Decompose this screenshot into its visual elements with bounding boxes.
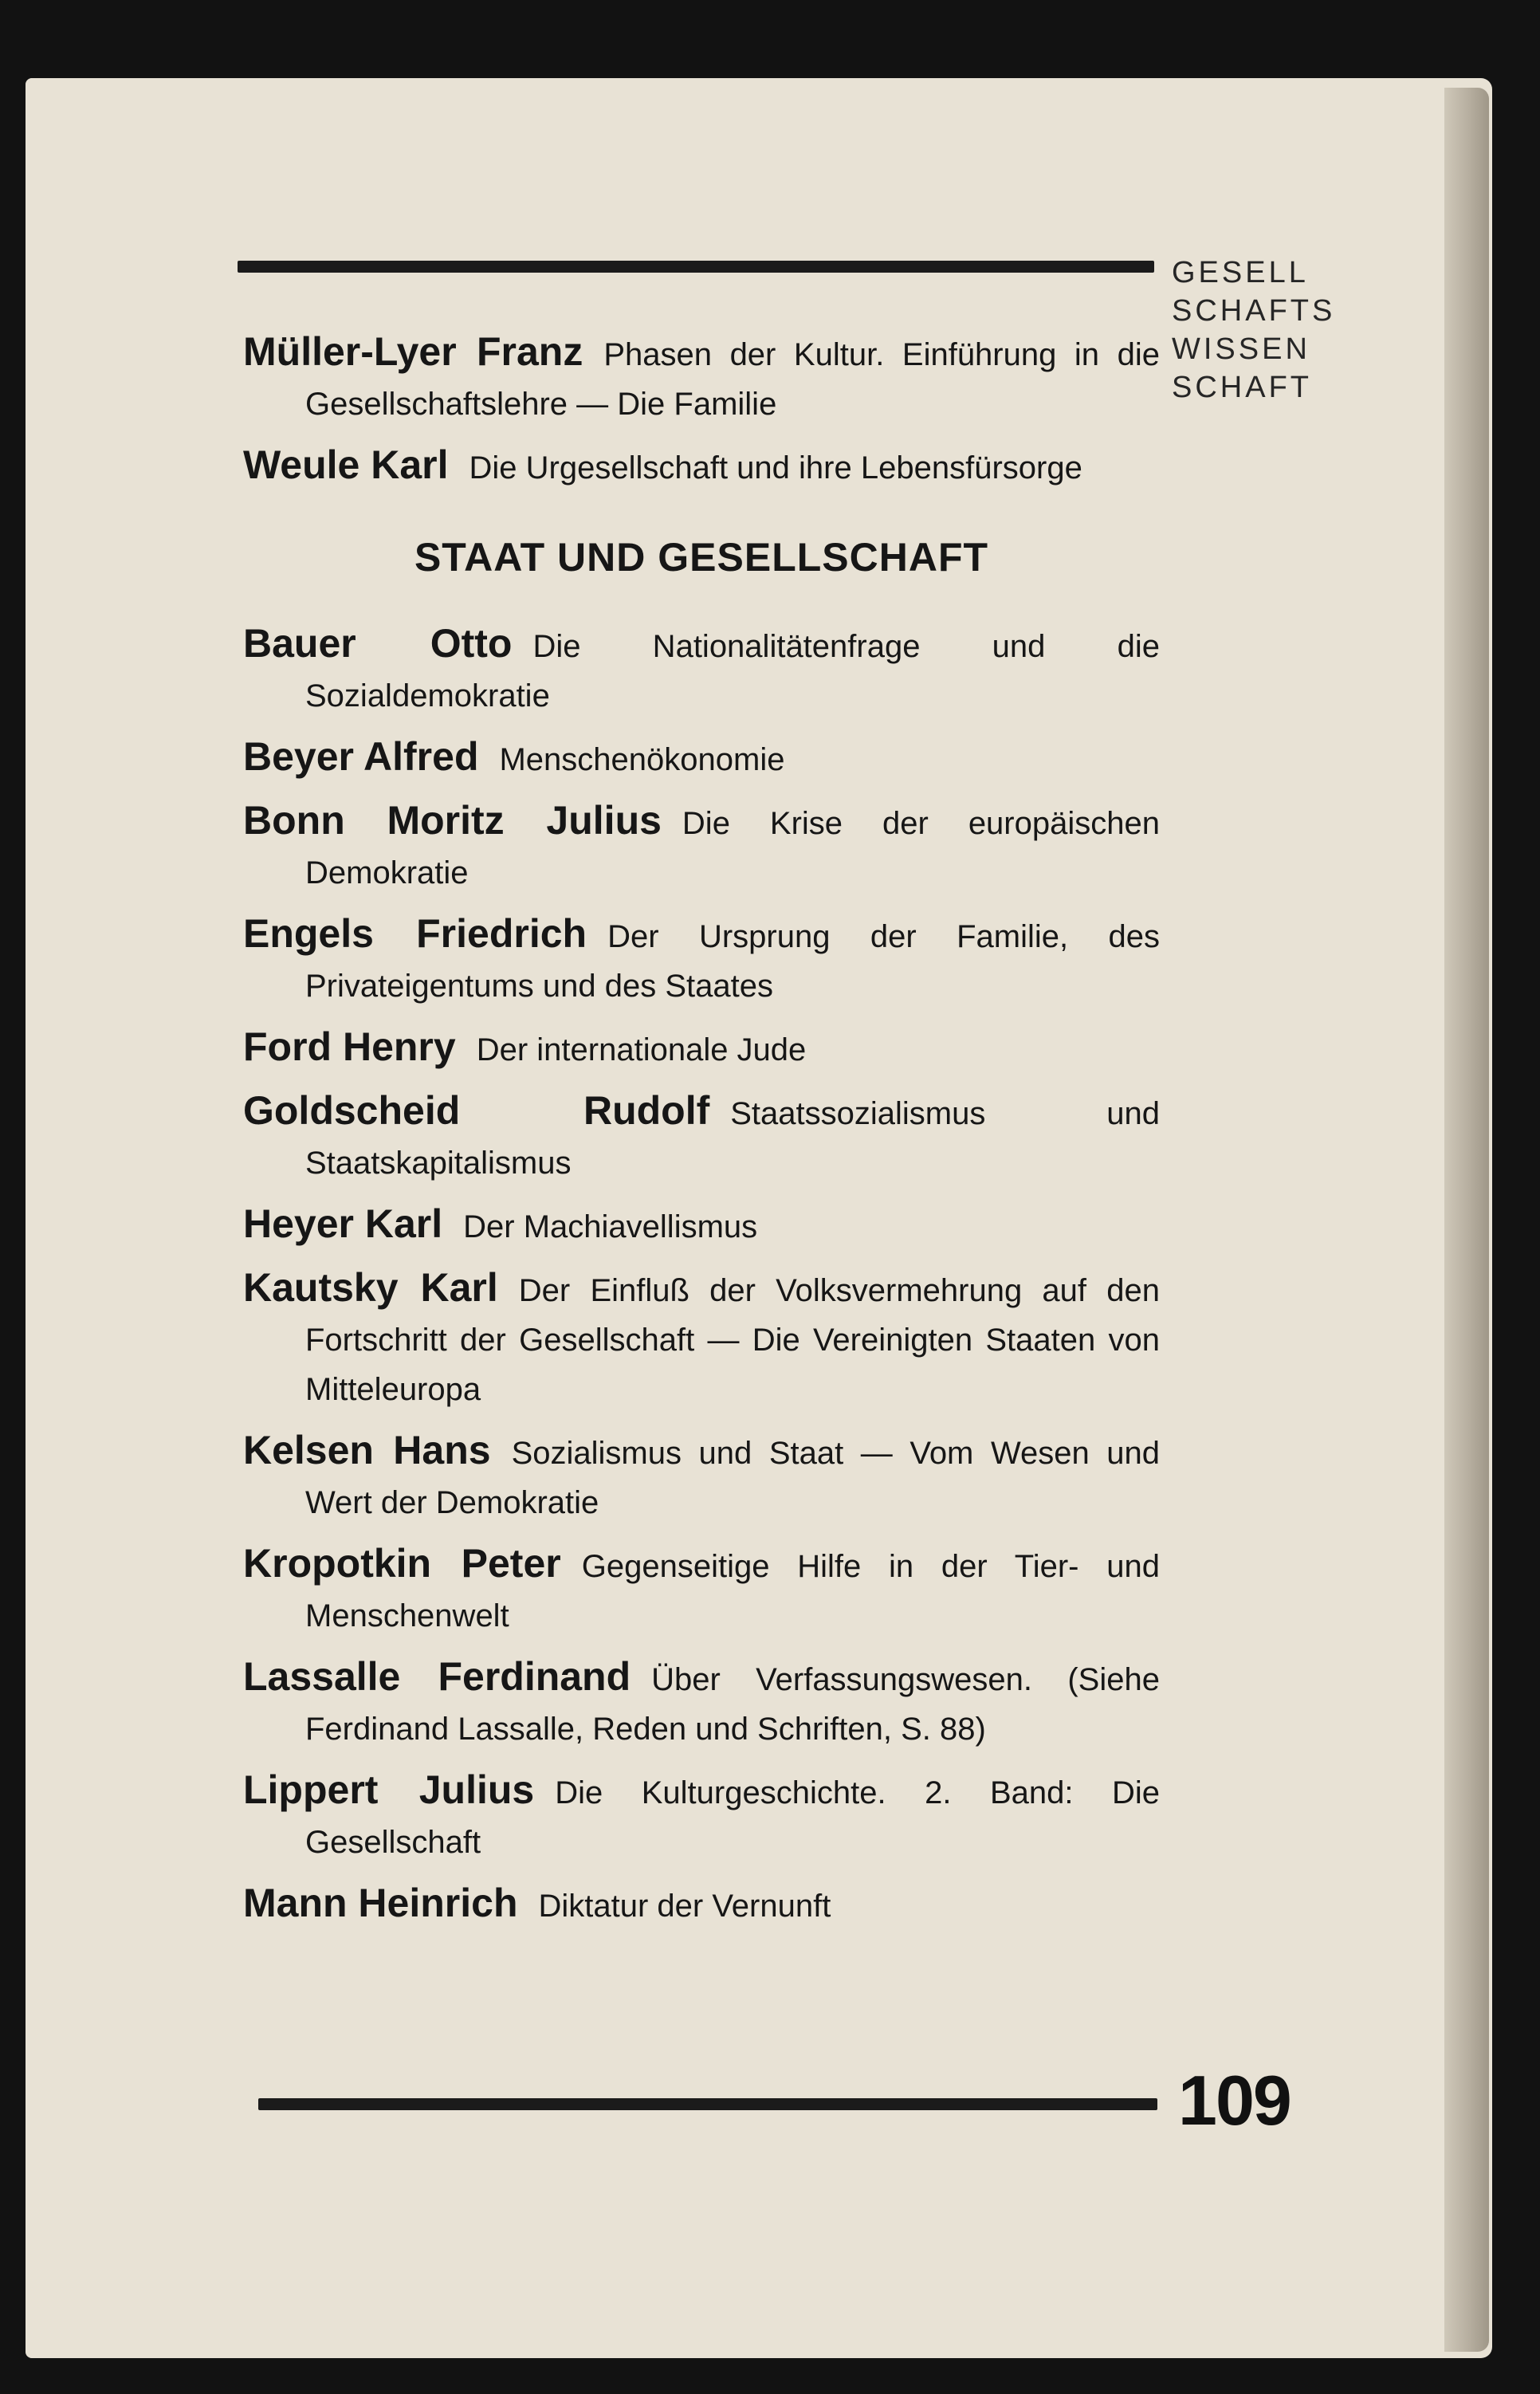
- entry-title: Über Verfassungswesen. (Siehe Ferdinand Lassalle, Reden und Schriften, S. 88): [305, 1662, 1160, 1747]
- section-heading: STAAT UND GESELLSCHAFT: [414, 535, 989, 580]
- entry-title: Sozialismus und Staat — Vom Wesen und Wert der Demokratie: [305, 1436, 1161, 1520]
- entry-author: Bonn Moritz Julius: [243, 798, 662, 843]
- bibliography-entry: [243, 327, 1160, 429]
- entry-author: Müller-Lyer Franz: [243, 329, 583, 374]
- entry-title: Diktatur der Vernunft: [538, 1889, 831, 1924]
- entry-title: Der Machiavellismus: [463, 1209, 758, 1244]
- entry-author: Kropotkin Peter: [243, 1541, 561, 1586]
- bibliography-entry: [243, 1652, 1160, 1754]
- entry-author: Mann Heinrich: [243, 1881, 518, 1925]
- bibliography-entry: [243, 732, 1160, 784]
- entry-title: Gegenseitige Hilfe in der Tier- und Menschenwelt: [305, 1549, 1160, 1633]
- bibliography-entry: [243, 1765, 1160, 1867]
- bibliography-entry: [243, 1539, 1160, 1641]
- bibliography-entry: [243, 1263, 1160, 1414]
- entry-author: Lassalle Ferdinand: [243, 1654, 631, 1699]
- entry-author: Ford Henry: [243, 1024, 456, 1069]
- entry-title: Phasen der Kultur. Einführung in die Gesellschaftslehre — Die Familie: [305, 337, 1160, 422]
- entry-author: Lippert Julius: [243, 1767, 535, 1812]
- entry-title: Der Ursprung der Familie, des Privateigentums und des Staates: [305, 919, 1160, 1004]
- bibliography-entry: [243, 1878, 1160, 1931]
- bottom-rule: [258, 2098, 1157, 2110]
- entry-title: Der Einfluß der Volksvermehrung auf den Fortschritt der Gesellschaft — Die Vereinigten Staaten von Mitteleuropa: [305, 1273, 1160, 1407]
- entry-author: Beyer Alfred: [243, 734, 479, 779]
- entry-author: Weule Karl: [243, 442, 449, 487]
- entry-title: Die Urgesellschaft und ihre Lebensfürsorge: [469, 450, 1082, 485]
- bibliography-entry: [243, 796, 1160, 898]
- bibliography-entry: [243, 440, 1160, 493]
- section-label-line: SCHAFT: [1172, 371, 1312, 404]
- entry-author: Goldscheid Rudolf: [243, 1088, 710, 1133]
- bibliography-entry: [243, 1425, 1160, 1527]
- bibliography-entry: [243, 1022, 1160, 1075]
- bibliography-list: [243, 327, 1160, 1942]
- entry-author: Kautsky Karl: [243, 1265, 498, 1310]
- entry-title: Die Nationalitätenfrage und die Sozialdemokratie: [305, 629, 1160, 713]
- bibliography-entry: [243, 619, 1160, 721]
- entry-author: Kelsen Hans: [243, 1428, 491, 1472]
- entry-title: Menschenökonomie: [499, 742, 785, 777]
- section-label-line: GESELL: [1172, 256, 1309, 289]
- section-label: [1172, 254, 1335, 407]
- entry-title: Die Kulturgeschichte. 2. Band: Die Gesellschaft: [305, 1775, 1160, 1860]
- page-number: 109: [1178, 2061, 1291, 2140]
- section-label-line: SCHAFTS: [1172, 294, 1336, 328]
- page-edge-stack: [1444, 88, 1489, 2352]
- top-rule: [238, 261, 1154, 273]
- bibliography-entry: [243, 909, 1160, 1011]
- entry-title: Staatssozialismus und Staatskapitalismus: [305, 1096, 1160, 1181]
- entry-author: Heyer Karl: [243, 1201, 443, 1246]
- entry-title: Der internationale Jude: [476, 1032, 807, 1067]
- entry-title: Die Krise der europäischen Demokratie: [305, 806, 1160, 890]
- bibliography-entry: [243, 1086, 1160, 1188]
- entry-author: Bauer Otto: [243, 621, 513, 666]
- entry-author: Engels Friedrich: [243, 911, 587, 956]
- section-label-line: WISSEN: [1172, 332, 1310, 366]
- bibliography-entry: [243, 1199, 1160, 1252]
